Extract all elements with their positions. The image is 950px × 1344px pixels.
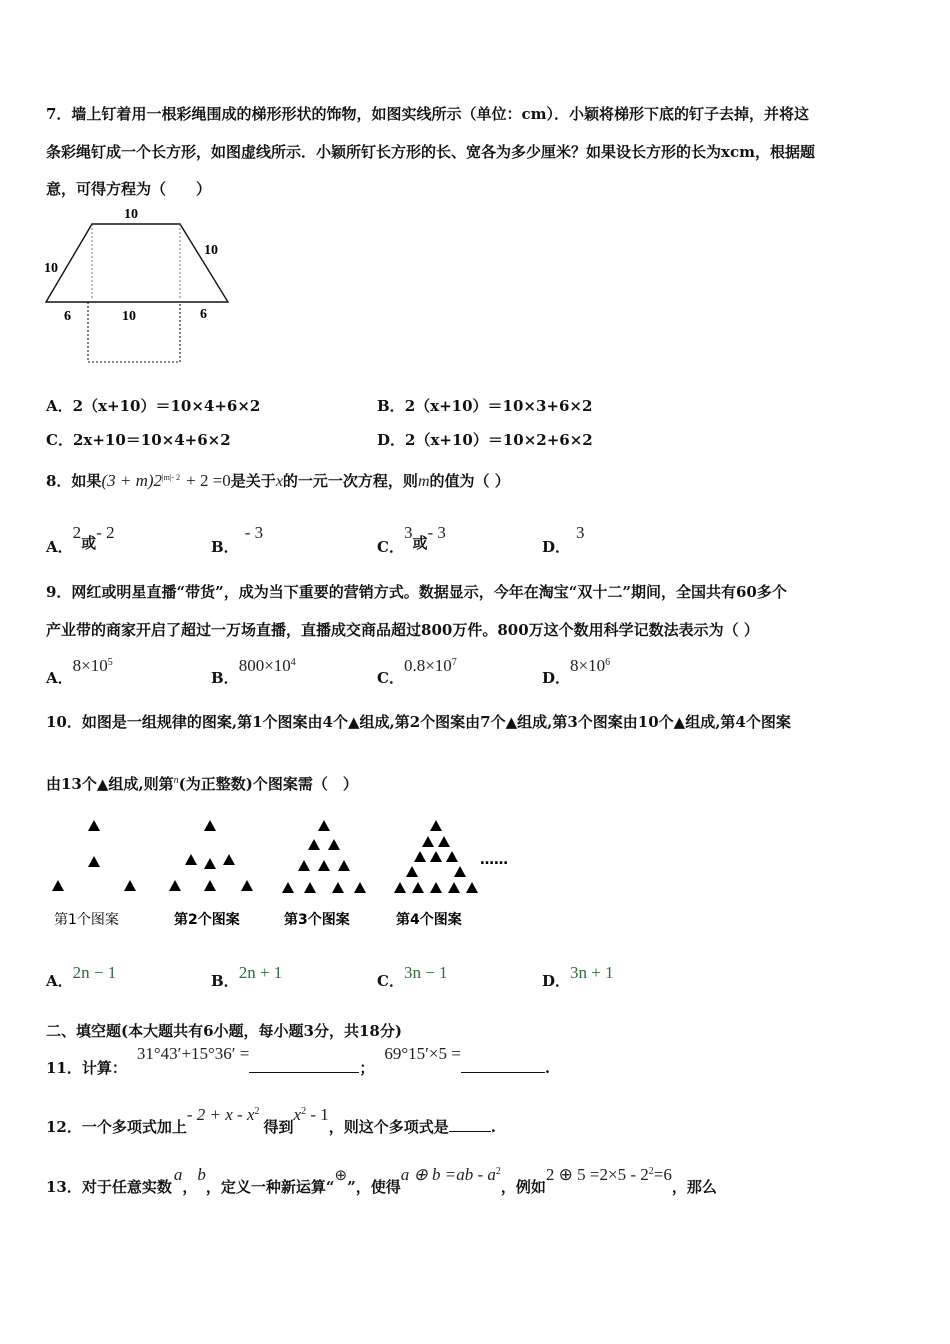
q7-line-3: 意，可得方程为（ ） (46, 180, 212, 198)
q8-mid: 是关于 (230, 472, 276, 490)
q7-option-b[interactable] (377, 395, 592, 416)
q8-equation-exponent: |m|- 2 (162, 473, 181, 482)
trapezoid-figure (40, 200, 240, 370)
q13-comma: ， (182, 1178, 198, 1196)
option-letter: C． (46, 431, 73, 449)
q13-operator: ⊕ (334, 1168, 348, 1184)
option-letter: A． (46, 972, 73, 990)
label-bottom-left: 6 (64, 309, 71, 324)
option-value: 2 (72, 523, 82, 542)
pattern-1 (52, 820, 136, 891)
q7-option-c[interactable] (46, 429, 231, 450)
q13-var-b: b (197, 1165, 206, 1184)
q10-line-2b: (为正整数)个图案需（ ） (178, 775, 358, 793)
option-text: 2n − 1 (72, 963, 117, 982)
pattern-2 (169, 820, 253, 891)
option-base: 8×10 (570, 656, 606, 675)
option-letter: D． (377, 431, 406, 449)
q13-definition: a ⊕ b =ab - a (400, 1165, 496, 1184)
option-letter: A． (46, 397, 73, 415)
option-value: - 2 (96, 523, 115, 542)
q12-end: . (490, 1118, 496, 1136)
q8-mid2: 的一元一次方程，则 (282, 472, 418, 490)
option-base: 800×10 (238, 656, 291, 675)
continuation-dots: …… (480, 852, 508, 868)
q8-equation-base: (3 + m)2 (101, 471, 163, 490)
q11-expression-1: 31°43′+15°36′ = (136, 1044, 250, 1063)
q8-prefix: 8．如果 (46, 472, 102, 490)
q11-stem (46, 1043, 550, 1077)
q10-option-c[interactable] (377, 962, 448, 990)
q8-var-x: x (275, 473, 283, 490)
q12-stem (46, 1104, 496, 1138)
option-letter: D． (542, 669, 571, 687)
q12-expression-2-tail: - 1 (306, 1105, 329, 1124)
q13-suffix: ，那么 (671, 1178, 717, 1196)
trapezoid-diagram (40, 200, 240, 370)
caption-1: 第1个图案 (54, 912, 119, 928)
label-left: 10 (44, 261, 58, 276)
pattern-4 (394, 820, 478, 893)
q8-option-b[interactable] (211, 522, 264, 556)
q7-line-2: 条彩绳钉成一个长方形，如图虚线所示．小颖所钉长方形的长、宽各为多少厘米？如果设长方形的长为xcm，根据题 (46, 143, 815, 161)
option-value: 3 (576, 523, 585, 542)
q8-stem (46, 470, 510, 491)
q7-option-a[interactable] (46, 395, 260, 416)
triangle-patterns (44, 812, 544, 942)
option-exponent: 5 (107, 657, 113, 668)
q11-separator: ； (359, 1059, 375, 1077)
option-letter: B． (377, 397, 405, 415)
q10-var-n: n (173, 775, 179, 786)
q9-line-1: 9．网红或明星直播“带货”，成为当下重要的营销方式。数据显示，今年在淘宝“双十二”期间，全国共有60多个 (46, 583, 787, 601)
q12-expression-1: - 2 + x - x (186, 1105, 255, 1124)
q13-mid2: ”，使得 (347, 1178, 401, 1196)
q10-line-2a: 由13个▲组成,则第 (46, 775, 174, 793)
option-letter: B． (211, 669, 239, 687)
option-exponent: 4 (290, 657, 296, 668)
q13-mid3: ，例如 (500, 1178, 546, 1196)
label-right: 10 (204, 243, 218, 258)
option-or: 或 (412, 534, 428, 552)
q10-line-2 (46, 773, 358, 794)
option-value: - 3 (244, 523, 264, 542)
option-letter: C． (377, 972, 404, 990)
option-letter: D． (542, 538, 571, 556)
q11-answer-blank-1[interactable] (249, 1058, 359, 1073)
option-base: 0.8×10 (403, 656, 452, 675)
q8-option-a[interactable] (46, 522, 115, 556)
pattern-3 (282, 820, 366, 893)
q8-var-m: m (417, 473, 430, 490)
q13-example-tail: =6 (653, 1165, 672, 1184)
q9-option-a[interactable] (46, 655, 113, 687)
q12-prefix: 12．一个多项式加上 (46, 1118, 187, 1136)
q8-suffix: 的值为（ ） (429, 472, 510, 490)
option-text: 2n + 1 (238, 963, 283, 982)
q13-example: 2 ⊕ 5 =2×5 - 2 (545, 1165, 649, 1184)
option-letter: D． (542, 972, 571, 990)
option-base: 8×10 (72, 656, 108, 675)
option-text: 2（x+10）＝10×2+6×2 (405, 431, 593, 449)
option-letter: C． (377, 669, 404, 687)
q10-option-b[interactable] (211, 962, 283, 990)
trapezoid-solid (46, 224, 228, 302)
section-2-title: 二、填空题(本大题共有6小题，每小题3分，共18分) (46, 1022, 402, 1040)
q12-answer-blank[interactable] (449, 1117, 491, 1132)
q8-option-c[interactable] (377, 522, 446, 556)
q10-line-1: 10．如图是一组规律的图案,第1个图案由4个▲组成,第2个图案由7个▲组成,第3个图案由10个▲组成,第4个图案 (46, 713, 791, 731)
q11-answer-blank-2[interactable] (461, 1058, 545, 1073)
option-letter: B． (211, 538, 239, 556)
label-bottom-right: 6 (200, 307, 207, 322)
q9-option-d[interactable] (542, 655, 611, 687)
option-letter: C． (377, 538, 404, 556)
q13-stem (46, 1164, 717, 1198)
q8-equation-tail: + 2 =0 (186, 471, 231, 490)
q9-line-2: 产业带的商家开启了超过一万场直播，直播成交商品超过800万件。800万这个数用科学记数法表示为（ ） (46, 621, 759, 639)
q12-expression-2: x (293, 1105, 302, 1124)
q9-option-b[interactable] (211, 655, 296, 687)
triangle-patterns-figure (44, 812, 544, 942)
q7-line-1: 7．墙上钉着用一根彩绳围成的梯形形状的饰物，如图实线所示（单位：cm）．小颖将梯形下底的钉子去掉，并将这 (46, 105, 809, 123)
q9-option-c[interactable] (377, 655, 457, 687)
caption-4: 第4个图案 (396, 912, 462, 928)
option-text: 3n + 1 (570, 963, 614, 982)
caption-2: 第2个图案 (174, 912, 240, 928)
option-text: 2（x+10）＝10×4+6×2 (72, 397, 261, 415)
option-letter: B． (211, 972, 239, 990)
option-or: 或 (81, 534, 97, 552)
q11-prefix: 11．计算： (46, 1059, 127, 1077)
option-exponent: 7 (451, 657, 457, 668)
q8-option-d[interactable] (542, 522, 585, 556)
label-top: 10 (124, 207, 138, 222)
option-letter: A． (46, 538, 73, 556)
q13-prefix: 13．对于任意实数 (46, 1178, 172, 1196)
q11-end: . (544, 1059, 551, 1077)
q11-expression-2: 69°15′×5 = (384, 1044, 461, 1063)
q13-var-a: a (173, 1165, 183, 1184)
option-exponent: 6 (605, 657, 611, 668)
q12-suffix: ，则这个多项式是 (328, 1118, 449, 1136)
q12-expression-1-exponent: 2 (254, 1106, 260, 1117)
option-letter: A． (46, 669, 73, 687)
option-value: 3 (403, 523, 413, 542)
q13-mid: ，定义一种新运算“ (205, 1178, 335, 1196)
option-text: 3n − 1 (403, 963, 448, 982)
q13-example-exponent: 2 (648, 1166, 654, 1177)
option-value: - 3 (427, 523, 446, 542)
q7-option-d[interactable] (377, 429, 593, 450)
q12-expression-2-exponent: 2 (301, 1106, 307, 1117)
q12-mid: 得到 (263, 1118, 294, 1136)
q10-option-d[interactable] (542, 962, 614, 990)
option-text: 2（x+10）＝10×3+6×2 (404, 397, 593, 415)
label-bottom-mid: 10 (122, 309, 136, 324)
q10-option-a[interactable] (46, 962, 117, 990)
option-text: 2x+10＝10×4+6×2 (72, 431, 231, 449)
caption-3: 第3个图案 (284, 912, 350, 928)
q13-definition-exponent: 2 (495, 1166, 501, 1177)
